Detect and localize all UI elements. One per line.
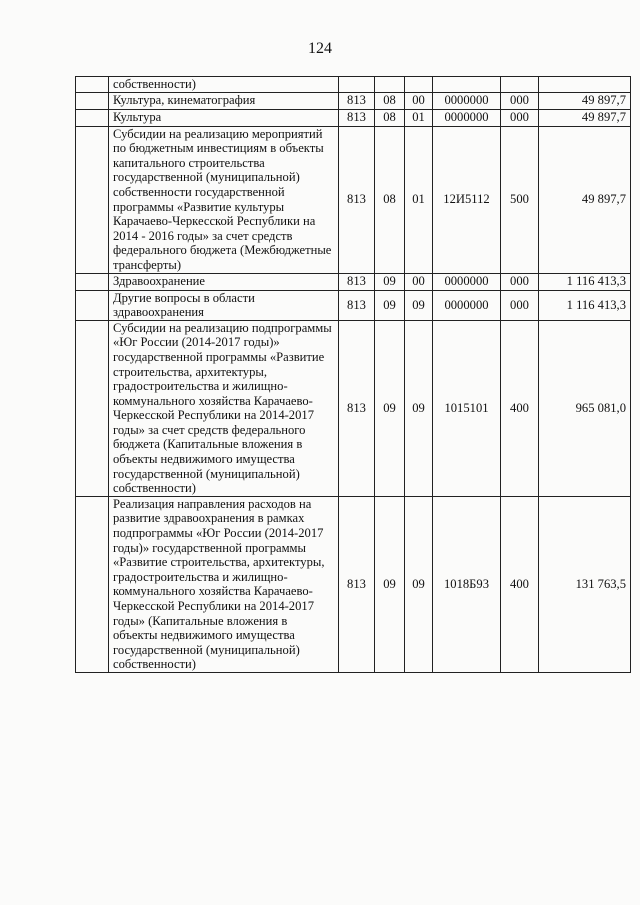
table-row [76, 126, 631, 273]
row-ved: 813 [339, 273, 375, 290]
row-csr: 1015101 [433, 320, 501, 496]
row-rz: 08 [375, 126, 405, 273]
table-row [76, 92, 631, 109]
row-name: собственности) [109, 77, 339, 93]
row-sum: 49 897,7 [539, 126, 631, 273]
row-ved: 813 [339, 126, 375, 273]
empty-cell [76, 320, 109, 496]
table-row [76, 290, 631, 320]
row-sum: 49 897,7 [539, 109, 631, 126]
row-name: Субсидии на реализацию подпрограммы «Юг России (2014-2017 годы)» государственной программы «Развитие строительства, архитектуры, градостроительства и жилищно-коммунального хозяйства Карачаево-Черкесской Республики на 2014-2017 годы» за счет средств федерального бюджета (Капитальные вложения в объекты недвижимого имущества государственной (муниципальной) собственности) [109, 320, 339, 496]
row-rz: 08 [375, 109, 405, 126]
row-pr: 00 [405, 273, 433, 290]
row-vr: 400 [501, 496, 539, 672]
row-vr: 000 [501, 290, 539, 320]
row-ved: 813 [339, 109, 375, 126]
row-pr: 09 [405, 320, 433, 496]
row-name: Реализация направления расходов на развитие здравоохранения в рамках подпрограммы «Юг России (2014-2017 годы)» государственной программы «Развитие строительства, архитектуры, градостроительства и жилищно-коммунального хозяйства Карачаево-Черкесской Республики на 2014-2017 годы» (Капитальные вложения в объекты недвижимого имущества государственной (муниципальной) собственности) [109, 496, 339, 672]
row-pr [405, 77, 433, 93]
row-vr [501, 77, 539, 93]
budget-table [75, 76, 631, 673]
table-row [76, 109, 631, 126]
row-rz: 09 [375, 290, 405, 320]
row-pr: 09 [405, 290, 433, 320]
row-rz: 09 [375, 320, 405, 496]
row-csr: 1018Б93 [433, 496, 501, 672]
row-name: Субсидии на реализацию мероприятий по бюджетным инвестициям в объекты капитального строительства государственной (муниципальной) собственности государственной программы «Развитие культуры Карачаево-Черкесской Республики на 2014 - 2016 годы» за счет средств федерального бюджета (Межбюджетные трансферты) [109, 126, 339, 273]
row-csr: 0000000 [433, 273, 501, 290]
row-csr: 0000000 [433, 92, 501, 109]
row-ved: 813 [339, 290, 375, 320]
row-sum: 1 116 413,3 [539, 273, 631, 290]
empty-cell [76, 290, 109, 320]
row-rz: 09 [375, 273, 405, 290]
empty-cell [76, 273, 109, 290]
row-sum: 965 081,0 [539, 320, 631, 496]
row-csr: 0000000 [433, 109, 501, 126]
empty-cell [76, 77, 109, 93]
table-row [76, 273, 631, 290]
row-csr: 0000000 [433, 290, 501, 320]
row-name: Культура, кинематография [109, 92, 339, 109]
table-row [76, 320, 631, 496]
page-number: 124 [308, 40, 332, 57]
row-sum: 49 897,7 [539, 92, 631, 109]
row-name: Здравоохранение [109, 273, 339, 290]
row-csr [433, 77, 501, 93]
row-csr: 12И5112 [433, 126, 501, 273]
empty-cell [76, 109, 109, 126]
table-row [76, 77, 631, 93]
row-pr: 00 [405, 92, 433, 109]
empty-cell [76, 92, 109, 109]
row-pr: 09 [405, 496, 433, 672]
row-vr: 000 [501, 273, 539, 290]
row-rz [375, 77, 405, 93]
row-vr: 000 [501, 109, 539, 126]
row-sum: 1 116 413,3 [539, 290, 631, 320]
row-name: Культура [109, 109, 339, 126]
row-pr: 01 [405, 109, 433, 126]
row-pr: 01 [405, 126, 433, 273]
row-rz: 09 [375, 496, 405, 672]
row-ved: 813 [339, 496, 375, 672]
row-vr: 500 [501, 126, 539, 273]
row-ved [339, 77, 375, 93]
empty-cell [76, 496, 109, 672]
row-rz: 08 [375, 92, 405, 109]
row-ved: 813 [339, 320, 375, 496]
row-ved: 813 [339, 92, 375, 109]
row-sum: 131 763,5 [539, 496, 631, 672]
row-name: Другие вопросы в области здравоохранения [109, 290, 339, 320]
row-vr: 400 [501, 320, 539, 496]
row-vr: 000 [501, 92, 539, 109]
empty-cell [76, 126, 109, 273]
table-row [76, 496, 631, 672]
row-sum [539, 77, 631, 93]
